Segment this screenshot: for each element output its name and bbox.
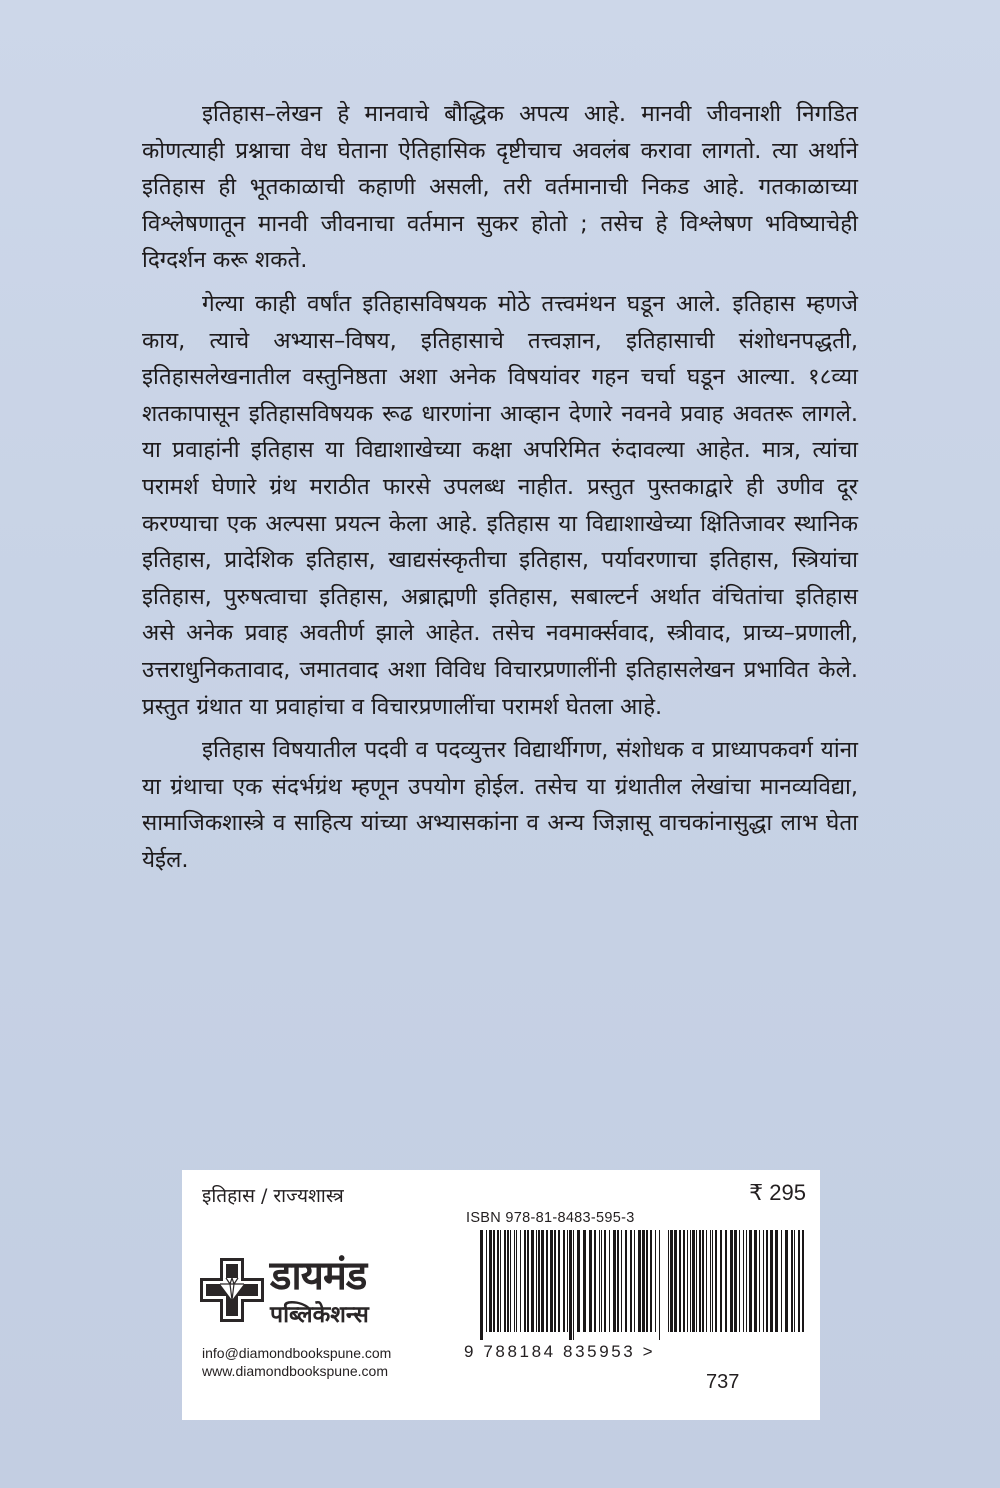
barcode-bar (577, 1230, 580, 1332)
barcode-bar (538, 1230, 540, 1332)
email-text: info@diamondbookspune.com (202, 1345, 392, 1361)
barcode-bar (480, 1230, 483, 1340)
barcode-bar (634, 1230, 635, 1332)
price-label: ₹ 295 (749, 1180, 806, 1205)
barcode-bar (520, 1230, 521, 1332)
publisher-logo (198, 1250, 468, 1340)
barcode-bar (489, 1230, 492, 1332)
blurb-paragraph-3: इतिहास विषयातील पदवी व पदव्युत्तर विद्यार्थीगण, संशोधक व प्राध्यापकवर्ग यांना या ग्रंथाचा एक संदर्भग्रंथ म्हणून उपयोग होईल. तसेच या ग्रंथातील लेखांचा मानव्यविद्या, सामाजिकशास्त्रे व साहित्य यांच्या अभ्यासकांना व अन्य जिज्ञासू वाचकांनासुद्धा लाभ घेता येईल. (142, 737, 858, 873)
barcode-bar (524, 1230, 526, 1332)
barcode-bar (625, 1230, 627, 1332)
barcode-bar (546, 1230, 548, 1332)
barcode-bar (507, 1230, 509, 1332)
barcode-bar (781, 1230, 782, 1332)
diamond-logo-icon (198, 1256, 266, 1324)
barcode-bar (687, 1230, 688, 1332)
addon-barcode-icon (666, 1230, 806, 1340)
addon-digits: 737 (706, 1371, 740, 1393)
barcode-bar (536, 1230, 537, 1332)
barcode-bar (573, 1230, 574, 1340)
barcode-bar (514, 1230, 515, 1332)
barcode-bar (500, 1230, 501, 1332)
barcode-bar (683, 1230, 685, 1332)
barcode-bar (802, 1230, 804, 1332)
barcode-bar (766, 1230, 768, 1332)
barcode-bar (493, 1230, 495, 1332)
barcode-bar (798, 1230, 800, 1332)
website-text: www.diamondbookspune.com (202, 1363, 388, 1379)
barcode-bar (670, 1230, 673, 1332)
barcode-bar (516, 1230, 517, 1332)
barcode-bar (630, 1230, 632, 1332)
barcode-bar (696, 1230, 697, 1332)
barcode-bar (720, 1230, 722, 1332)
barcode-bar (550, 1230, 553, 1332)
barcode-bar (734, 1230, 737, 1332)
barcode-bar (749, 1230, 752, 1332)
barcode-bar (759, 1230, 760, 1332)
barcode-bar (646, 1230, 648, 1332)
barcode-bar (655, 1230, 656, 1332)
barcode-bar (794, 1230, 795, 1332)
barcode-bar (763, 1230, 764, 1332)
blurb-paragraph-2: गेल्या काही वर्षांत इतिहासविषयक मोठे तत्त्वमंथन घडून आले. इतिहास म्हणजे काय, त्याचे अभ्यास–विषय, इतिहासाचे तत्त्वज्ञान, इतिहासाची संशोधनपद्धती, इतिहासलेखनातील वस्तुनिष्ठता अशा अनेक विषयांवर गहन चर्चा घडून आल्या. १८व्या शतकापासून इतिहासविषयक रूढ धारणांना आव्हान देणारे नवनवे प्रवाह अवतरू लागले. या प्रवाहांनी इतिहास या विद्याशाखेच्या कक्षा अपरिमित रुंदावल्या आहेत. मात्र, त्यांचा परामर्श घेणारे ग्रंथ मराठीत फारसे उपलब्ध नाहीत. प्रस्तुत पुस्तकाद्वारे ही उणीव दूर करण्याचा एक अल्पसा प्रयत्न केला आहे. इतिहास या विद्याशाखेच्या क्षितिजावर स्थानिक इतिहास, प्रादेशिक इतिहास, खाद्यसंस्कृतीचा इतिहास, पर्यावरणाचा इतिहास, स्त्रियांचा इतिहास, पुरुषत्वाचा इतिहास, अब्राह्मणी इतिहास, सबाल्टर्न अर्थात वंचितांचा इतिहास असे अनेक प्रवाह अवतीर्ण झाले आहेत. तसेच नवमार्क्सवाद, स्त्रीवाद, प्राच्य–प्रणाली, उत्तराधुनिकतावाद, जमातवाद अशा विविध विचारप्रणालींनी इतिहासलेखन प्रभावित केले. प्रस्तुत ग्रंथात या प्रवाहांचा व विचारप्रणालींचा परामर्श घेतला आहे. (142, 290, 858, 720)
barcode-bar (486, 1230, 487, 1332)
barcode-bar (504, 1230, 506, 1332)
barcode-bar (710, 1230, 711, 1332)
barcode-bar (679, 1230, 681, 1332)
isbn-label: ISBN 978-81-8483-595-3 (466, 1210, 635, 1226)
barcode-bar (668, 1230, 669, 1332)
barcode-bar (604, 1230, 606, 1332)
publisher-name-line2: पब्लिकेशन्स (270, 1302, 369, 1328)
barcode-bar (589, 1230, 592, 1332)
barcode-icon (478, 1230, 664, 1340)
barcode-bar (706, 1230, 707, 1332)
barcode-bar (569, 1230, 572, 1340)
barcode-bar (730, 1230, 733, 1332)
barcode-bar (725, 1230, 727, 1332)
barcode-bar (674, 1230, 677, 1332)
barcode-bar (785, 1230, 788, 1332)
category-label: इतिहास / राज्यशास्त्र (202, 1185, 344, 1207)
barcode-bar (554, 1230, 556, 1332)
barcode-bar (642, 1230, 645, 1332)
blurb-paragraph-1: इतिहास–लेखन हे मानवाचे बौद्धिक अपत्य आहे. मानवी जीवनाशी निगडित कोणत्याही प्रश्नाचा वेध घेताना ऐतिहासिक दृष्टीचाच अवलंब करावा लागतो. त्या अर्थाने इतिहास ही भूतकाळाची कहाणी असली, तरी वर्तमानाची निकड आहे. गतकाळाच्या विश्लेषणातून मानवी जीवनाचा वर्तमान सुकर होतो ; तसेच हे विश्लेषण भविष्याचेही दिग्दर्शन करू शकते. (142, 101, 858, 274)
barcode-bar (690, 1230, 691, 1332)
barcode-digits: 9 788184 835953 > (464, 1342, 656, 1361)
barcode-bar (594, 1230, 596, 1332)
book-info-box (182, 1170, 820, 1420)
barcode-bar (650, 1230, 652, 1332)
barcode-bar (743, 1230, 744, 1332)
barcode-bar (638, 1230, 641, 1332)
publisher-contact (202, 1344, 391, 1380)
barcode-bar (510, 1230, 511, 1332)
barcode-bar (541, 1230, 544, 1332)
barcode-bar (567, 1230, 568, 1332)
barcode-bar (715, 1230, 717, 1332)
barcode-bar (531, 1230, 534, 1332)
barcode-bar (599, 1230, 600, 1332)
barcode-bar (621, 1230, 622, 1332)
barcode-bar (739, 1230, 740, 1332)
barcode-bar (702, 1230, 704, 1332)
barcode-bar (699, 1230, 701, 1332)
barcode-bar (754, 1230, 757, 1332)
barcode-bar (692, 1230, 695, 1332)
blurb-text (142, 96, 858, 885)
barcode-bar (659, 1230, 660, 1340)
barcode-bar (583, 1230, 586, 1332)
barcode-bar (527, 1230, 529, 1332)
barcode-bar (497, 1230, 499, 1332)
barcode-bar (558, 1230, 560, 1332)
barcode-bar (617, 1230, 619, 1332)
barcode-bar (770, 1230, 773, 1332)
publisher-name-line1: डायमंड (270, 1253, 367, 1299)
barcode-bar (601, 1230, 602, 1332)
barcode-bar (609, 1230, 610, 1332)
barcode-bar (746, 1230, 747, 1332)
barcode-bar (775, 1230, 778, 1332)
barcode-bar (712, 1230, 713, 1332)
barcode-bar (613, 1230, 616, 1332)
barcode-bar (791, 1230, 793, 1332)
barcode-bar (563, 1230, 565, 1332)
